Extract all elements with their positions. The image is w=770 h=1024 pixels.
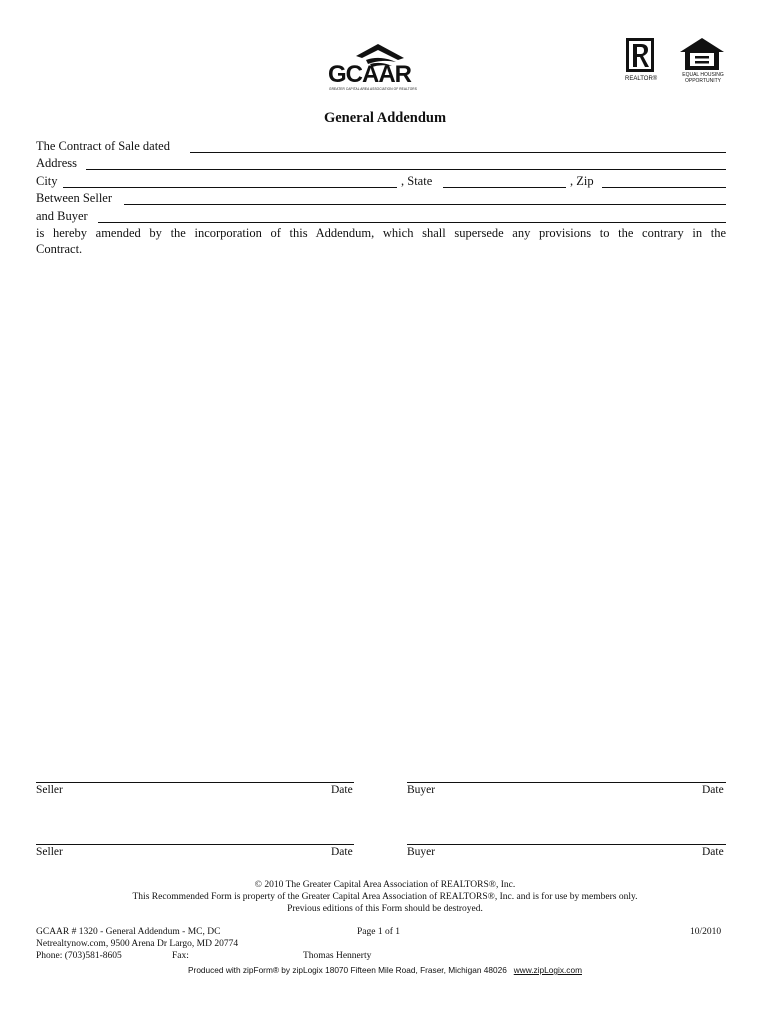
zip-field[interactable]	[602, 187, 726, 188]
buyer-signature-line[interactable]	[407, 782, 726, 783]
realtor-label: REALTOR®	[625, 76, 658, 82]
body-text-continued: Contract.	[36, 242, 83, 256]
city-label: City	[36, 174, 58, 188]
state-field[interactable]	[443, 187, 566, 188]
office-address: Netrealtynow.com, 9500 Arena Dr Largo, MD 20774	[36, 939, 239, 949]
form-date: 10/2010	[690, 927, 722, 937]
equal-housing-label: EQUAL HOUSING OPPORTUNITY	[682, 72, 724, 84]
seller-signature-label-2: Seller	[36, 846, 63, 858]
ziplogix-link[interactable]: www.zipLogix.com	[513, 965, 582, 975]
contract-date-field[interactable]	[190, 152, 726, 153]
logo-tagline: GREATER CAPITAL AREA ASSOCIATION OF REALTORS	[329, 87, 417, 91]
body-text: is hereby amended by the incorporation of this Addendum, which shall supersede any provisions to the contrary in the	[36, 226, 726, 240]
produced-by-text: Produced with zipForm® by zipLogix 18070 Fifteen Mile Road, Fraser, Michigan 48026	[188, 965, 507, 975]
buyer-signature-label: Buyer	[407, 784, 436, 796]
seller-signature-label: Seller	[36, 784, 63, 796]
seller-date-label: Date	[331, 784, 353, 796]
seller-date-label-2: Date	[331, 846, 353, 858]
buyer-date-label-2: Date	[702, 846, 724, 858]
address-field[interactable]	[86, 169, 726, 170]
agent-name: Thomas Hennerty	[303, 951, 372, 961]
form-id: GCAAR # 1320 - General Addendum - MC, DC	[36, 927, 221, 937]
gcaar-logo	[326, 42, 426, 92]
realtor-logo	[624, 38, 664, 86]
equal-housing-icon	[680, 38, 724, 72]
seller-signature-line-2[interactable]	[36, 844, 354, 845]
logo-wordmark: GCAAR	[328, 61, 411, 88]
equal-housing-logo	[680, 38, 726, 86]
seller-signature-line[interactable]	[36, 782, 354, 783]
address-label: Address	[36, 156, 77, 170]
previous-editions-notice: Previous editions of this Form should be destroyed.	[287, 904, 483, 914]
realtor-r-icon	[624, 38, 658, 74]
contract-dated-label: The Contract of Sale dated	[36, 139, 170, 153]
buyer-date-label: Date	[702, 784, 724, 796]
produced-by-line	[0, 965, 770, 975]
seller-field[interactable]	[124, 204, 726, 205]
buyer-signature-line-2[interactable]	[407, 844, 726, 845]
city-field[interactable]	[63, 187, 397, 188]
recommended-form-notice: This Recommended Form is property of the Greater Capital Area Association of REALTORS®, Inc. and is for use by members only.	[132, 892, 638, 902]
state-label: , State	[401, 174, 433, 188]
buyer-field[interactable]	[98, 222, 726, 223]
buyer-signature-label-2: Buyer	[407, 846, 436, 858]
fax-label: Fax:	[172, 951, 189, 961]
zip-label: , Zip	[570, 174, 594, 188]
page-title: General Addendum	[323, 110, 447, 126]
buyer-label: and Buyer	[36, 209, 88, 223]
phone-number: Phone: (703)581-8605	[36, 951, 122, 961]
page-number: Page 1 of 1	[357, 927, 401, 937]
copyright-notice: © 2010 The Greater Capital Area Association of REALTORS®, Inc.	[254, 880, 516, 890]
seller-label: Between Seller	[36, 191, 113, 205]
